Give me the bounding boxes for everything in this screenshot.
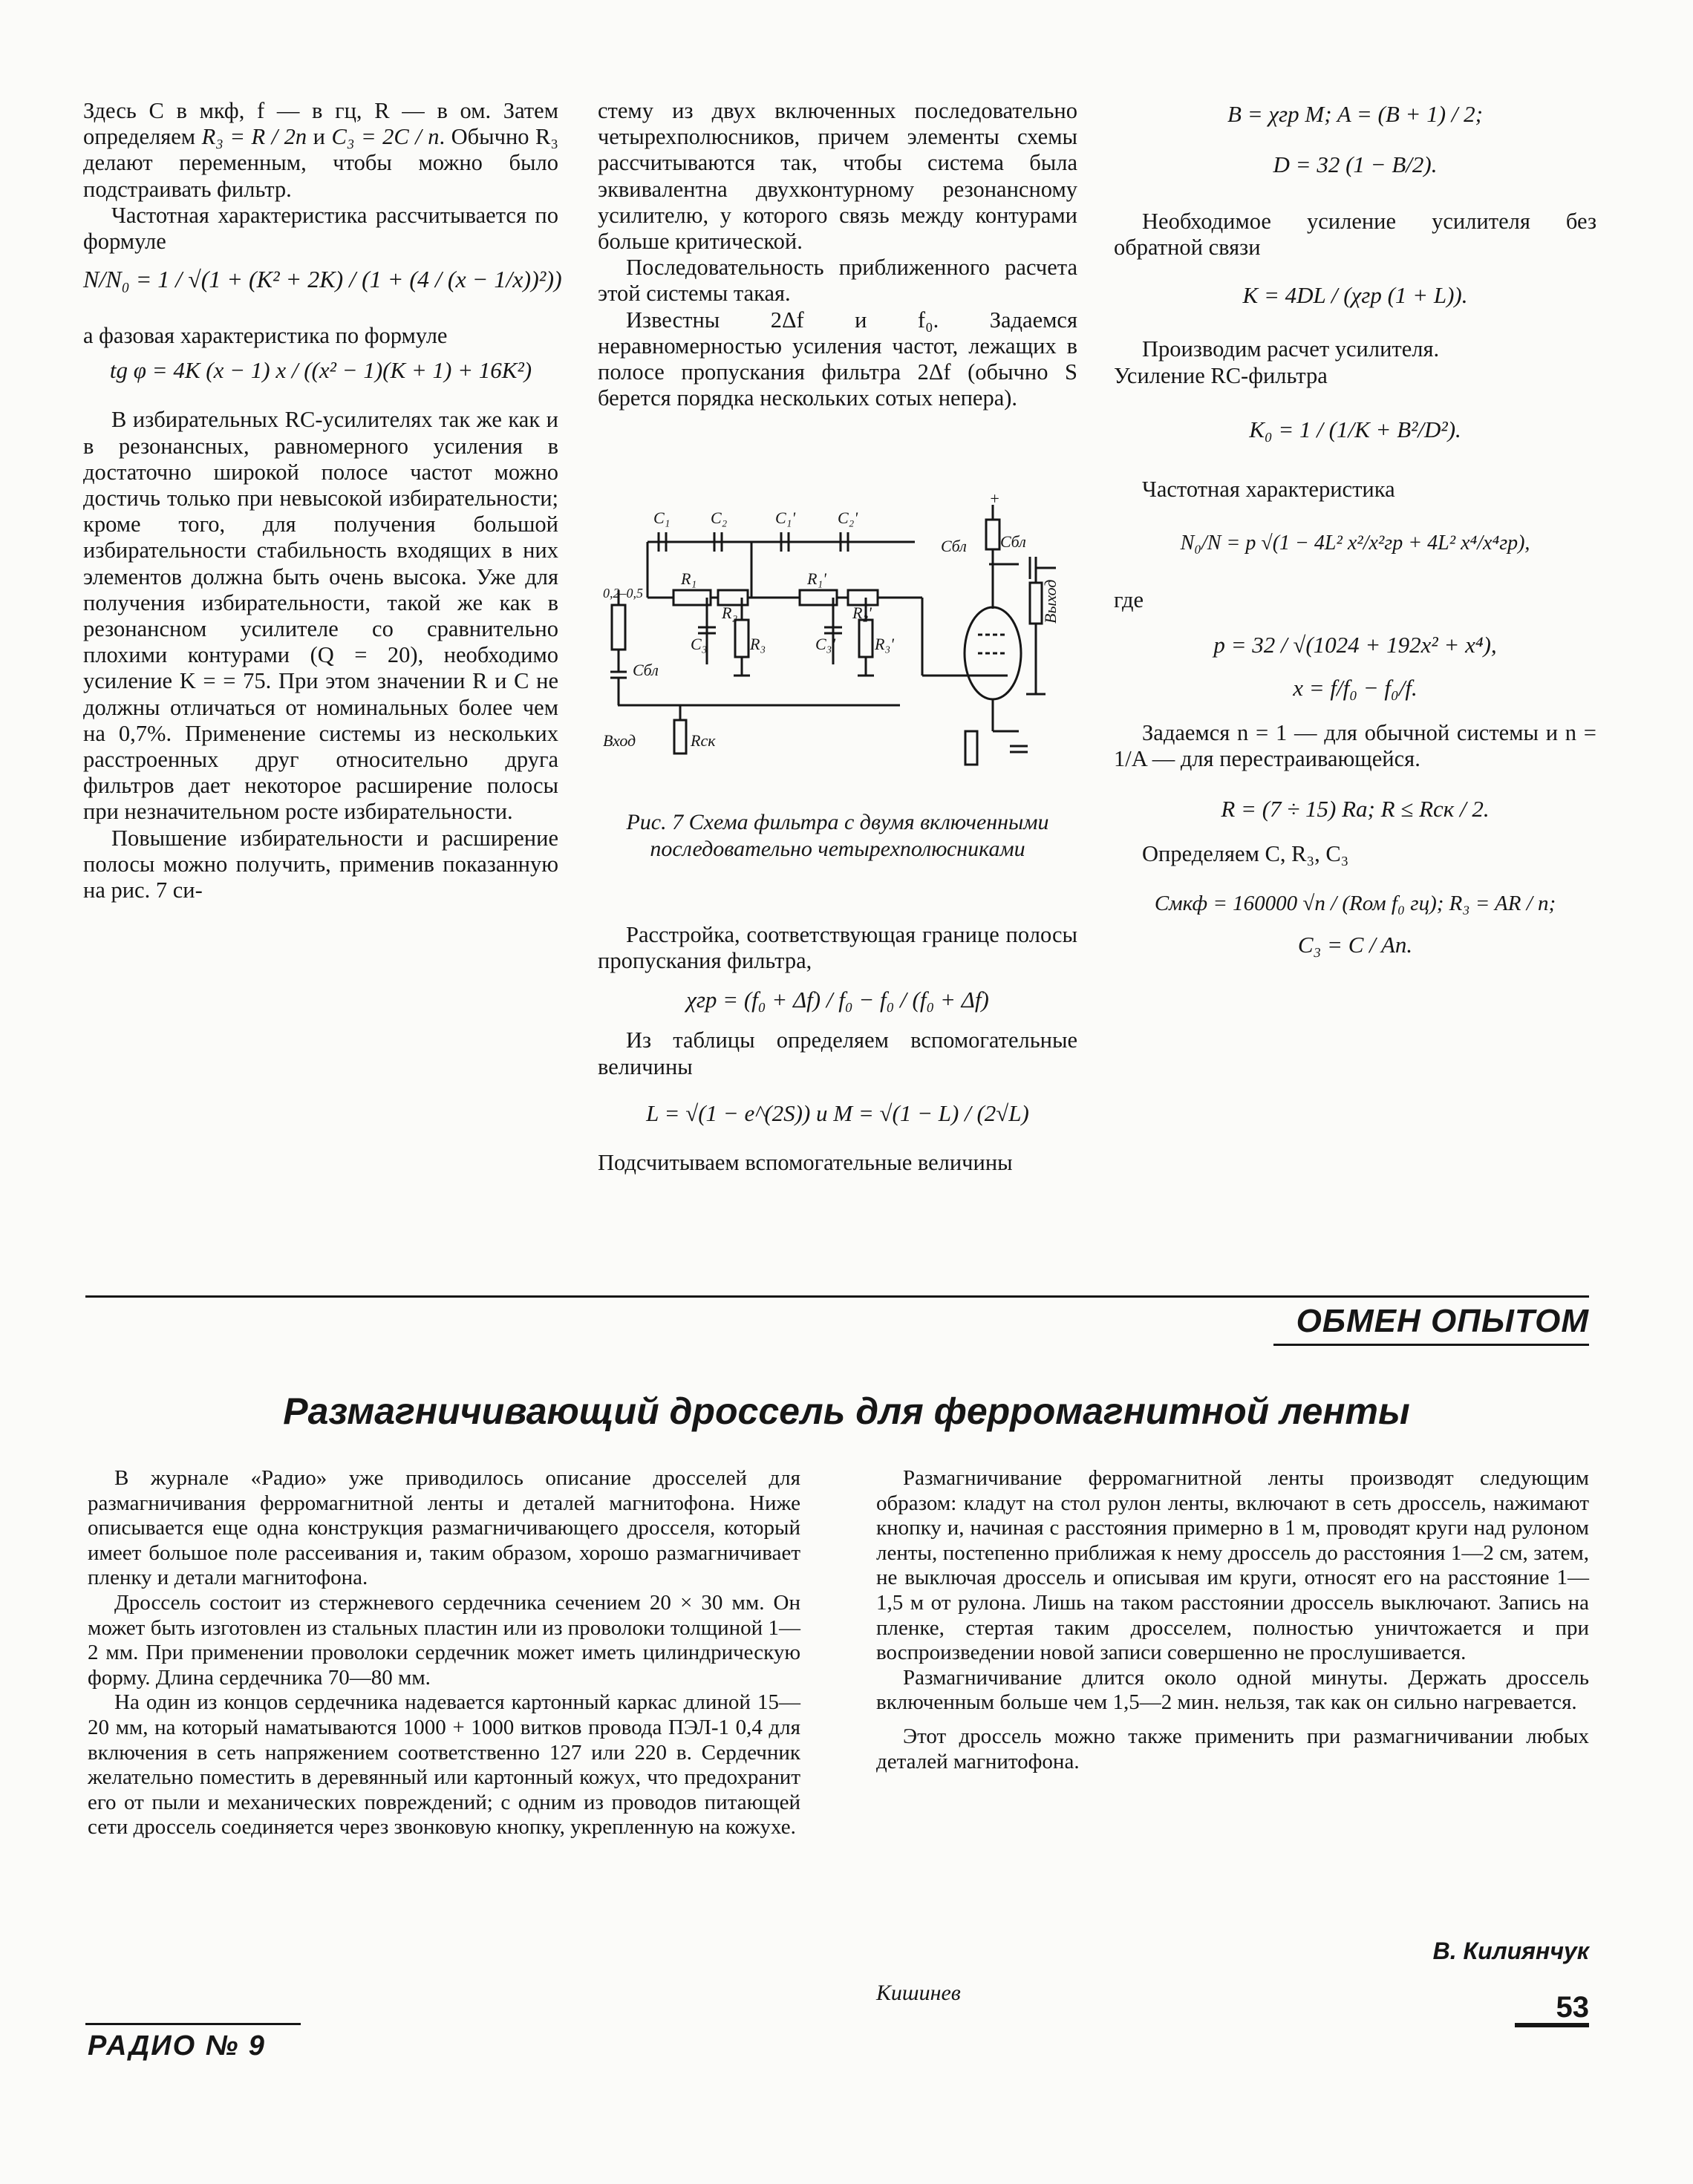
svg-text:C₃': C₃' [815,635,836,653]
col3-paragraph-6: Определяем C, R₃, C₃ [1142,840,1349,866]
article-paragraph-3: На один из концов сердечника надевается картонный каркас длиной 15—20 мм, на который наматываются 1000 + 1000 витков провода ПЭЛ-1 0,4 для включения в сеть напряжением соответственно 127 или 220 в. Сердечник желательно поместить в деревянный или картонный кожух, что предохранит его от пыли и механических повреждений; с одним из проводов питающей сети дроссель соединяется через звонковую кнопку, укрепленную на кожухе. [88,1690,800,1840]
svg-text:Cбл: Cбл [941,537,967,555]
figure-7-schematic [603,494,1078,783]
article-paragraph-6: Этот дроссель можно также применить при размагничивании любых деталей магнитофона. [876,1724,1589,1773]
svg-text:C₁': C₁' [775,509,796,527]
formula-c3-final: C₃ = C / An. [1297,931,1413,958]
formula-k0: K₀ = 1 / (1/K + B²/D²). [1249,416,1461,442]
svg-text:C₃: C₃ [691,635,708,653]
svg-text:C₁: C₁ [653,509,671,527]
article-paragraph-2: Дроссель состоит из стержневого сердечника сечением 20 × 30 мм. Он может быть изготовлен из стальных пластин или из проволоки толщиной 1—2 мм. При применении проволоки сердечник может иметь цилиндрическую форму. Длина сердечника 70—80 мм. [88,1590,800,1690]
svg-text:R₃: R₃ [750,635,766,653]
col2-paragraph-5: Из таблицы определяем вспомогательные величины [598,1027,1077,1079]
svg-text:Cбл: Cбл [633,661,659,679]
rubric-underline [1273,1344,1589,1346]
column-1 [83,98,562,903]
page-number: 53 [1556,1991,1589,2024]
article-left-column [88,1466,800,1840]
section-divider [85,1295,1589,1298]
author-name: В. Килиянчук [1432,1938,1589,1964]
svg-text:0,2–0,5: 0,2–0,5 [603,586,643,601]
svg-text:R₁': R₁' [807,569,826,588]
col1-paragraph-2: Частотная характеристика рассчитывается по формуле [83,202,558,255]
svg-text:+: + [989,494,1000,508]
col2-paragraph-1: стему из двух включенных последовательно четырехполюсников, причем элементы схемы рассчитываются так, чтобы система была эквивалентна двухконтурному резонансному усилителю, у которого связь между контурами больше критической. [598,98,1077,255]
formula-k: K = 4DL / (χгр (1 + L)). [1242,282,1468,309]
col3-paragraph-2: Производим расчет усилителя. [1142,336,1440,362]
col3-paragraph-3: Частотная характеристика [1142,476,1395,502]
col3-paragraph-4: где [1114,587,1144,613]
svg-text:C₂': C₂' [838,509,858,527]
rubric-heading: ОБМЕН ОПЫТОМ [1296,1303,1589,1339]
col2-paragraph-2: Последовательность приближенного расчета этой системы такая. [598,255,1077,307]
article-paragraph-5: Размагничивание длится около одной минуты. Держать дроссель включенным больше чем 1,5—2 мин. нельзя, так как он сильно нагревается. [876,1665,1589,1715]
formula-p: p = 32 / √(1024 + 192x² + x⁴), [1213,632,1497,658]
formula-l-m: L = √(1 − e^(2S)) и M = √(1 − L) / (2√L) [646,1099,1029,1126]
col2-paragraph-4: Расстройка, соответствующая границе полосы пропускания фильтра, [598,922,1077,974]
col1-paragraph-1: Здесь C в мкф, f — в гц, R — в ом. Затем определяем R₃ = R / 2n и C₃ = 2C / n. Обычно R₃ делают переменным, чтобы можно было подстраивать фильтр. [83,98,559,202]
formula-b-a: B = χгр M; A = (B + 1) / 2; [1227,101,1483,127]
col3-paragraph-1: Необходимое усиление усилителя без обратной связи [1114,209,1596,261]
formula-c: Cмкф = 160000 √n / (Rом f₀ гц); R₃ = AR / n; [1154,891,1556,915]
formula-n0-over-n: N₀/N = p √(1 − 4L² x²/x²гр + 4L² x⁴/x⁴гр), [1180,532,1530,555]
col1-paragraph-4: В избирательных RC-усилителях так же как и в резонансных, равномерного усиления в достаточно широкой полосе частот можно достичь только при невысокой избирательности; кроме того, для получения большой избирательности стабильность входящих в них элементов должна быть очень высока. Уже для получения избирательности, такой же как в резонансном усилителе со сравнительно плохими контурами (Q = 20), необходимо усиление K = = 75. При этом значении R и C не должны отличаться от номинальных более чем на 0,7%. Применение системы из нескольких расстроенных друг относительно друга фильтров дает некоторое расширение полосы при незначительном росте избирательности. [83,407,558,825]
col2-paragraph-6: Подсчитываем вспомогательные величины [598,1149,1013,1175]
article-paragraph-1: В журнале «Радио» уже приводилось описание дросселей для размагничивания ферромагнитной ленты и деталей магнитофона. Ниже описывается еще одна конструкция размагничивающего дросселя, который имеет большое поле рассеивания и, таким образом, хорошо размагничивает пленку и детали магнитофона. [88,1466,800,1590]
svg-text:Выход: Выход [1041,579,1060,624]
col1-paragraph-5: Повышение избирательности и расширение полосы можно получить, применив показанную на рис. 7 си- [83,825,558,903]
svg-text:R₂: R₂ [722,604,738,622]
column-2-lower [598,922,1077,1176]
svg-text:Вход: Вход [603,731,636,750]
svg-text:Rск: Rск [691,731,716,750]
formula-tg-phi: tg φ = 4K (x − 1) x / ((x² − 1)(K + 1) + 16K²) [109,357,532,384]
col3-paragraph-5: Задаемся n = 1 — для обычной системы и n = 1/A — для перестраивающейся. [1114,720,1596,772]
col3-paragraph-2b: Усиление RC-фильтра [1114,362,1328,388]
svg-text:R₃': R₃' [875,635,894,653]
article-title: Размагничивающий дроссель для ферромагнитной ленты [283,1390,1410,1432]
article-right-column [876,1466,1589,1774]
col2-paragraph-3: Известны 2Δf и f₀. Задаемся неравномерностью усиления частот, лежащих в полосе пропускания фильтра 2Δf (обычно S берется порядка нескольких сотых непера). [598,307,1077,411]
svg-text:R₁: R₁ [681,569,697,588]
article-paragraph-4: Размагничивание ферромагнитной ленты производят следующим образом: кладут на стол рулон ленты, включают в сеть дроссель, нажимают кнопку и, начиная с расстояния примерно в 1 м, проводят круги над рулоном ленты, постепенно приближая к нему дроссель до расстояния 1—2 см, затем, не выключая дроссель и описывая им круги, относят его на расстояние 1—1,5 м от рулона. Лишь на таком расстоянии дроссель выключают. Запись на пленке, стертая таким дросселем, полностью уничтожается и при воспроизведении новой записи совершенно не прослушивается. [876,1466,1589,1665]
formula-c3: C₃ = 2C / n [331,124,440,150]
formula-x: x = f/f₀ − f₀/f. [1293,675,1418,702]
footer-left-rule [85,2023,301,2025]
formula-r: R = (7 ÷ 15) Rа; R ≤ Rск / 2. [1221,795,1490,822]
formula-n-over-n0: N/N₀ = 1 / √(1 + (K² + 2K) / (1 + (4 / (x − 1/x))²)) [83,266,562,293]
svg-text:C₂: C₂ [711,509,728,527]
formula-r3: R₃ = R / 2n [201,124,307,150]
column-2 [598,98,1077,411]
svg-text:Cбл: Cбл [1000,532,1026,551]
svg-text:R₂': R₂' [852,604,872,622]
author-city: Кишинев [876,1981,961,2005]
figure-7-caption: Рис. 7 Схема фильтра с двумя включенными последовательно четырехполюсниками [626,810,1049,861]
formula-chi: χгр = (f₀ + Δf) / f₀ − f₀ / (f₀ + Δf) [686,987,989,1013]
magazine-issue: РАДИО № 9 [88,2030,266,2062]
col1-paragraph-3: а фазовая характеристика по формуле [83,323,448,349]
formula-d: D = 32 (1 − B/2). [1273,151,1438,177]
column-3 [1114,93,1596,972]
